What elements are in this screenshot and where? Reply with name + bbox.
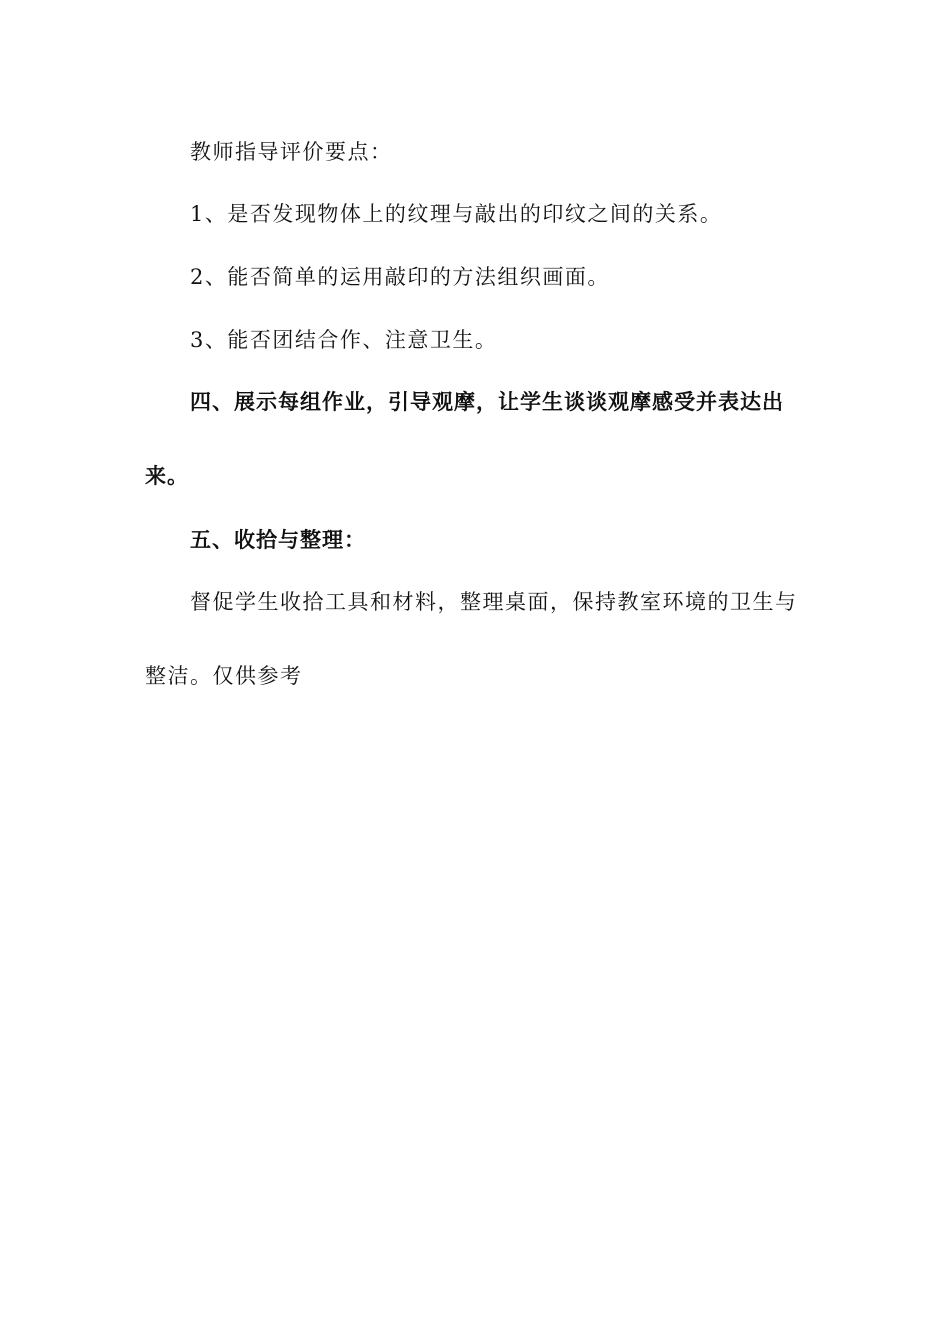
section-four-heading-continued: 来。 bbox=[145, 464, 189, 488]
section-four-heading: 四、展示每组作业，引导观摩，让学生谈谈观摩感受并表达出 bbox=[190, 390, 784, 414]
criterion-item: 1、是否发现物体上的纹理与敲出的印纹之间的关系。 bbox=[190, 202, 723, 226]
section-five-heading: 五、收拾与整理： bbox=[190, 528, 366, 552]
criterion-item: 2、能否简单的运用敲印的方法组织画面。 bbox=[190, 265, 610, 289]
section-five-paragraph: 督促学生收拾工具和材料，整理桌面，保持教室环境的卫生与 bbox=[190, 590, 798, 614]
section-five-paragraph-continued: 整洁。仅供参考 bbox=[145, 664, 303, 688]
criterion-item: 3、能否团结合作、注意卫生。 bbox=[190, 328, 498, 352]
guide-heading: 教师指导评价要点： bbox=[190, 140, 393, 164]
